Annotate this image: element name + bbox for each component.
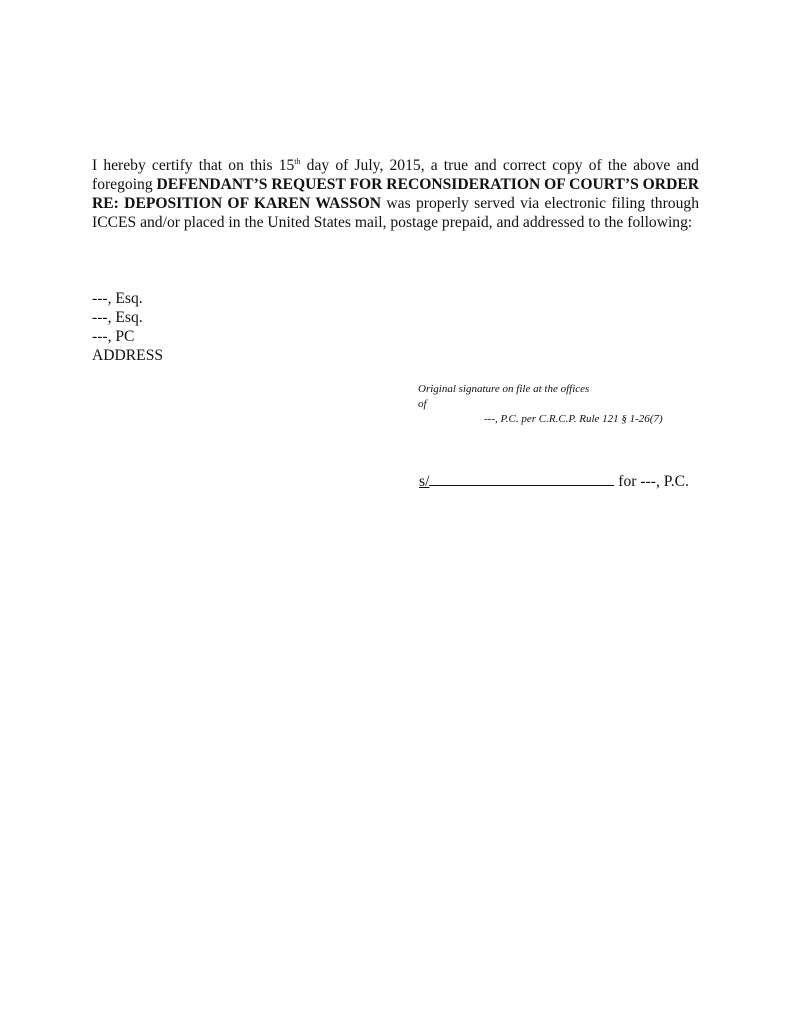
signature-prefix: s/ <box>419 473 430 490</box>
addressee-address: ADDRESS <box>92 347 164 364</box>
signature-note-line: ---, P.C. per C.R.C.P. Rule 121 § 1-26(7) <box>484 413 663 425</box>
document-title: DEFENDANT’S REQUEST FOR RECONSIDERATION OF COURT’S ORDER RE: DEPOSITION OF KAREN WASSON <box>92 176 699 212</box>
signature-note <box>418 382 688 427</box>
addressee-line: ---, PC <box>92 328 135 345</box>
certificate-date-text: day of July, 2015, a true and correct copy of the above and foregoing <box>92 157 699 193</box>
signature-blank <box>429 468 614 486</box>
addressee-block <box>92 289 163 365</box>
ordinal-suffix: th <box>294 156 301 166</box>
signature-suffix: for ---, P.C. <box>614 473 689 490</box>
certificate-intro: I hereby certify that on this 15 <box>92 157 295 174</box>
certificate-closing: was properly served via electronic filing through ICCES and/or placed in the United States mail, postage prepaid, and addressed to the following: <box>92 195 699 231</box>
certificate-of-service-paragraph <box>92 156 699 232</box>
signature-line <box>419 468 689 491</box>
addressee-line: ---, Esq. <box>92 309 143 326</box>
addressee-line: ---, Esq. <box>92 290 143 307</box>
signature-note-line: of <box>418 398 427 410</box>
signature-note-line: Original signature on file at the offices <box>418 383 590 395</box>
